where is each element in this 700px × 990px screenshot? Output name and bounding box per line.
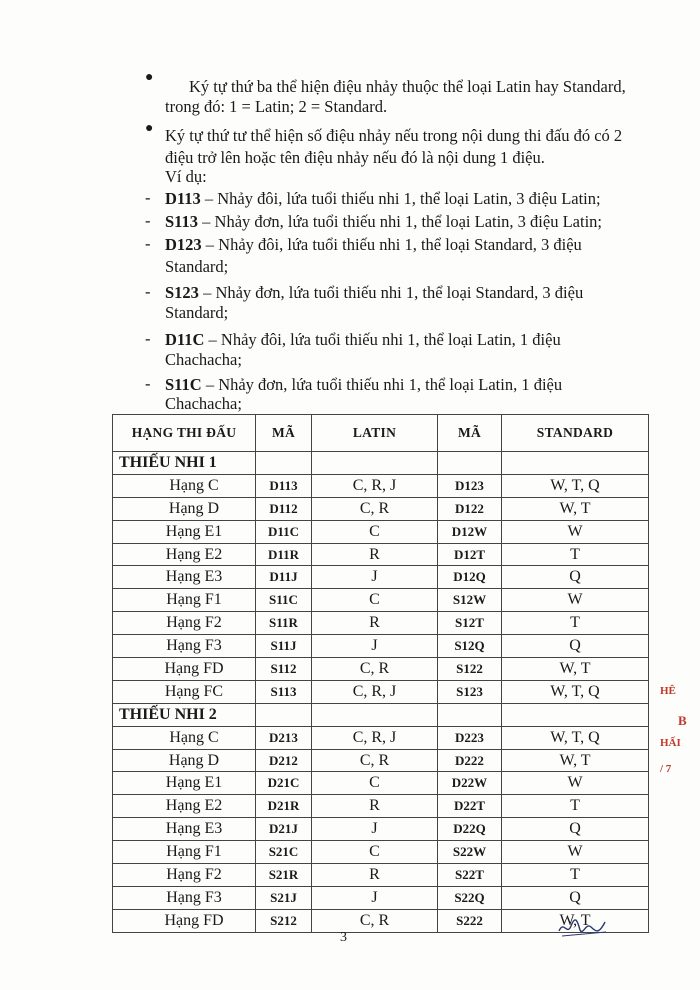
grade-cell: Hạng E3 (113, 566, 256, 589)
latin-code-cell: S113 (256, 680, 312, 703)
example-continuation: Standard; (165, 303, 229, 322)
table-row (113, 886, 649, 909)
standard-dances-cell: W, T (502, 909, 649, 932)
table-row (113, 474, 649, 497)
table-row (113, 726, 649, 749)
table-row (113, 864, 649, 887)
table-row (113, 543, 649, 566)
standard-code-cell: S12Q (438, 635, 502, 658)
latin-code-cell: S112 (256, 658, 312, 681)
header-code-latin: MÃ (256, 415, 312, 452)
bullet-paragraph-2-line-1: Ký tự thứ tư thể hiện số điệu nhảy nếu trong nội dung thi đấu đó có 2 (165, 126, 623, 145)
bullet-icon: ● (145, 121, 154, 136)
standard-dances-cell: T (502, 543, 649, 566)
standard-dances-cell: T (502, 795, 649, 818)
example-continuation: Standard; (165, 257, 229, 276)
standard-dances-cell: Q (502, 566, 649, 589)
table-row (113, 635, 649, 658)
standard-dances-cell: Q (502, 818, 649, 841)
latin-dances-cell: C, R (312, 658, 438, 681)
bullet-paragraph-1-line-1: Ký tự thứ ba thể hiện điệu nhảy thuộc thể loại Latin hay Standard, (189, 77, 626, 96)
standard-code-cell: D122 (438, 497, 502, 520)
grade-cell: Hạng FD (113, 909, 256, 932)
example-text: – Nhảy đôi, lứa tuổi thiếu nhi 1, thể loại Latin, 1 điệu (204, 330, 561, 349)
stamp-text: HẤI (660, 737, 681, 749)
example-item (165, 282, 583, 303)
latin-dances-cell: R (312, 795, 438, 818)
competition-codes-table (112, 414, 649, 933)
bullet-paragraph-2-line-2: điệu trở lên hoặc tên điệu nhảy nếu đó là nội dung 1 điệu. (165, 148, 545, 167)
standard-code-cell: D22W (438, 772, 502, 795)
standard-code-cell: D12Q (438, 566, 502, 589)
latin-dances-cell: C (312, 589, 438, 612)
table-row (113, 772, 649, 795)
table-row (113, 589, 649, 612)
latin-dances-cell: C, R, J (312, 680, 438, 703)
empty-cell (312, 452, 438, 475)
standard-dances-cell: W (502, 841, 649, 864)
latin-dances-cell: R (312, 612, 438, 635)
grade-cell: Hạng F2 (113, 864, 256, 887)
empty-cell (256, 452, 312, 475)
example-code: D123 (165, 235, 202, 254)
standard-code-cell: S123 (438, 680, 502, 703)
example-text: – Nhảy đơn, lứa tuổi thiếu nhi 1, thể loại Standard, 3 điệu (198, 283, 584, 302)
stamp-text: / 7 (660, 763, 672, 775)
table-row (113, 795, 649, 818)
standard-code-cell: S22Q (438, 886, 502, 909)
grade-cell: Hạng FC (113, 680, 256, 703)
grade-cell: Hạng E2 (113, 543, 256, 566)
grade-cell: Hạng F3 (113, 886, 256, 909)
stamp-text: B (678, 713, 687, 728)
bullet-icon: ● (145, 70, 154, 85)
standard-dances-cell: W, T, Q (502, 680, 649, 703)
grade-cell: Hạng D (113, 749, 256, 772)
header-grade: HẠNG THI ĐẤU (113, 415, 256, 452)
example-text: – Nhảy đôi, lứa tuổi thiếu nhi 1, thể loại Standard, 3 điệu (201, 235, 582, 254)
latin-code-cell: D21J (256, 818, 312, 841)
example-item (165, 374, 562, 395)
header-standard: STANDARD (502, 415, 649, 452)
section-title: THIẾU NHI 1 (113, 452, 256, 475)
latin-code-cell: S21C (256, 841, 312, 864)
header-code-standard: MÃ (438, 415, 502, 452)
grade-cell: Hạng FD (113, 658, 256, 681)
latin-code-cell: S21J (256, 886, 312, 909)
latin-dances-cell: R (312, 543, 438, 566)
standard-dances-cell: W, T, Q (502, 474, 649, 497)
table-row (113, 680, 649, 703)
section-title: THIẾU NHI 2 (113, 703, 256, 726)
example-text: – Nhảy đơn, lứa tuổi thiếu nhi 1, thể loại Latin, 1 điệu (201, 375, 563, 394)
table-row (113, 749, 649, 772)
standard-dances-cell: T (502, 612, 649, 635)
table-row (113, 566, 649, 589)
standard-code-cell: D12W (438, 520, 502, 543)
example-code: S123 (165, 283, 199, 302)
standard-code-cell: D12T (438, 543, 502, 566)
section-row (113, 703, 649, 726)
example-item (165, 234, 582, 255)
table-row (113, 841, 649, 864)
standard-code-cell: S22W (438, 841, 502, 864)
latin-code-cell: S212 (256, 909, 312, 932)
empty-cell (502, 452, 649, 475)
latin-code-cell: D11C (256, 520, 312, 543)
example-code: D113 (165, 189, 201, 208)
latin-dances-cell: C (312, 772, 438, 795)
standard-code-cell: S12W (438, 589, 502, 612)
latin-dances-cell: J (312, 566, 438, 589)
latin-dances-cell: C, R, J (312, 474, 438, 497)
standard-code-cell: D123 (438, 474, 502, 497)
latin-dances-cell: J (312, 635, 438, 658)
table-row (113, 497, 649, 520)
latin-code-cell: D11J (256, 566, 312, 589)
grade-cell: Hạng F2 (113, 612, 256, 635)
example-code: D11C (165, 330, 205, 349)
standard-dances-cell: W (502, 520, 649, 543)
example-text: – Nhảy đơn, lứa tuổi thiếu nhi 1, thể loại Latin, 3 điệu Latin; (198, 212, 602, 231)
dash-icon: - (145, 329, 151, 348)
handwritten-signature (556, 914, 612, 942)
dash-icon: - (145, 282, 151, 301)
standard-dances-cell: W, T, Q (502, 726, 649, 749)
empty-cell (438, 452, 502, 475)
standard-code-cell: S22T (438, 864, 502, 887)
latin-code-cell: D21R (256, 795, 312, 818)
standard-code-cell: S12T (438, 612, 502, 635)
standard-code-cell: D22T (438, 795, 502, 818)
grade-cell: Hạng C (113, 726, 256, 749)
table-row (113, 818, 649, 841)
grade-cell: Hạng E1 (113, 772, 256, 795)
latin-code-cell: D113 (256, 474, 312, 497)
empty-cell (502, 703, 649, 726)
grade-cell: Hạng C (113, 474, 256, 497)
latin-dances-cell: J (312, 818, 438, 841)
empty-cell (256, 703, 312, 726)
example-code: S113 (165, 212, 199, 231)
latin-code-cell: D11R (256, 543, 312, 566)
example-continuation: Chachacha; (165, 350, 242, 369)
latin-dances-cell: C, R (312, 909, 438, 932)
dash-icon: - (145, 211, 151, 230)
latin-dances-cell: R (312, 864, 438, 887)
latin-code-cell: S11J (256, 635, 312, 658)
latin-dances-cell: C, R (312, 497, 438, 520)
grade-cell: Hạng E3 (113, 818, 256, 841)
latin-code-cell: D21C (256, 772, 312, 795)
grade-cell: Hạng E1 (113, 520, 256, 543)
latin-code-cell: D112 (256, 497, 312, 520)
standard-code-cell: D22Q (438, 818, 502, 841)
page-number: 3 (340, 930, 347, 945)
dash-icon: - (145, 234, 151, 253)
bullet-paragraph-1-line-2: trong đó: 1 = Latin; 2 = Standard. (165, 97, 388, 116)
header-latin: LATIN (312, 415, 438, 452)
latin-dances-cell: C, R, J (312, 726, 438, 749)
latin-code-cell: D212 (256, 749, 312, 772)
standard-code-cell: S122 (438, 658, 502, 681)
latin-code-cell: D213 (256, 726, 312, 749)
standard-dances-cell: W, T (502, 497, 649, 520)
latin-dances-cell: C (312, 841, 438, 864)
standard-code-cell: D223 (438, 726, 502, 749)
grade-cell: Hạng F1 (113, 841, 256, 864)
standard-dances-cell: Q (502, 886, 649, 909)
example-item (165, 188, 601, 209)
standard-dances-cell: W, T (502, 749, 649, 772)
standard-code-cell: D222 (438, 749, 502, 772)
standard-dances-cell: W, T (502, 658, 649, 681)
latin-code-cell: S11C (256, 589, 312, 612)
grade-cell: Hạng F1 (113, 589, 256, 612)
example-item (165, 211, 602, 232)
empty-cell (438, 703, 502, 726)
standard-dances-cell: T (502, 864, 649, 887)
dash-icon: - (145, 374, 151, 393)
dash-icon: - (145, 188, 151, 207)
grade-cell: Hạng E2 (113, 795, 256, 818)
table-row (113, 520, 649, 543)
example-text: – Nhảy đôi, lứa tuổi thiếu nhi 1, thể loại Latin, 3 điệu Latin; (200, 189, 601, 208)
latin-dances-cell: J (312, 886, 438, 909)
standard-dances-cell: Q (502, 635, 649, 658)
standard-dances-cell: W (502, 772, 649, 795)
section-row (113, 452, 649, 475)
table-header-row (113, 415, 649, 452)
latin-dances-cell: C (312, 520, 438, 543)
stamp-fragment (660, 680, 687, 780)
standard-dances-cell: W (502, 589, 649, 612)
grade-cell: Hạng F3 (113, 635, 256, 658)
example-label: Ví dụ: (165, 167, 207, 186)
table-row (113, 612, 649, 635)
table-row (113, 658, 649, 681)
latin-code-cell: S21R (256, 864, 312, 887)
latin-code-cell: S11R (256, 612, 312, 635)
empty-cell (312, 703, 438, 726)
example-code: S11C (165, 375, 202, 394)
example-continuation: Chachacha; (165, 394, 242, 413)
grade-cell: Hạng D (113, 497, 256, 520)
latin-dances-cell: C, R (312, 749, 438, 772)
stamp-text: HÊ (660, 685, 676, 697)
standard-code-cell: S222 (438, 909, 502, 932)
example-item (165, 329, 561, 350)
